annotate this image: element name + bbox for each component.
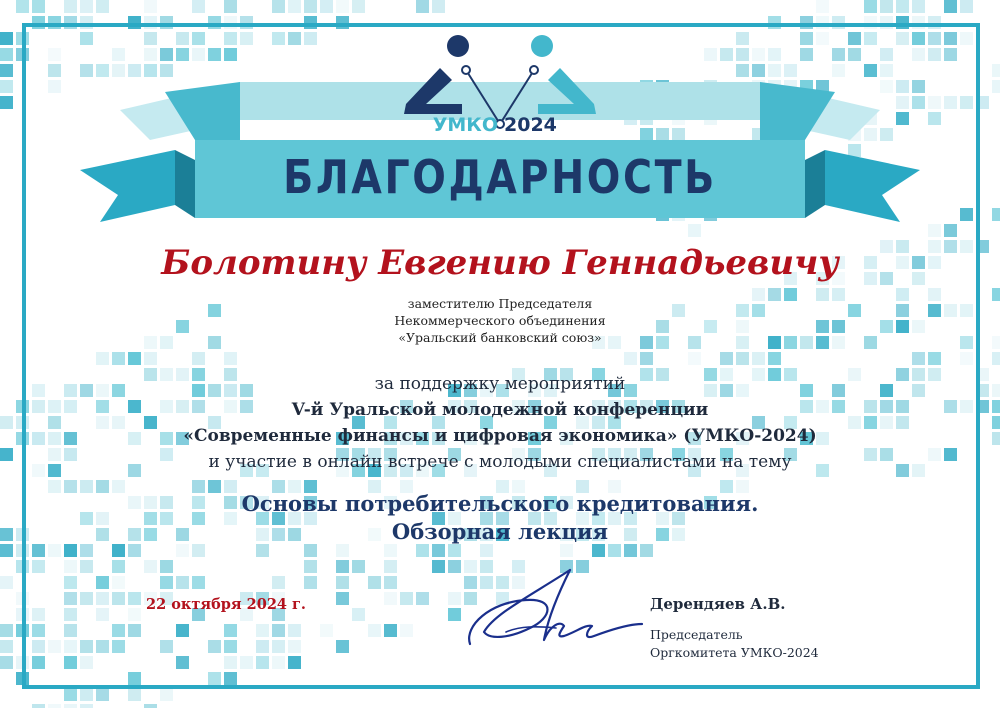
signer-title-line-2: Оргкомитета УМКО-2024	[650, 645, 819, 660]
signer-name: Дерендяев А.В.	[650, 595, 786, 613]
signer-title-line-1: Председатель	[650, 627, 743, 642]
topic-line-2: Обзорная лекция	[391, 519, 609, 544]
handwritten-signature	[460, 566, 650, 666]
logo-text-right: 2024	[504, 114, 557, 136]
body-line-1: за поддержку мероприятий	[374, 374, 626, 394]
topic-line-1: Основы потребительского кредитования.	[241, 491, 759, 516]
signer-title	[650, 626, 819, 662]
position-line: Некоммерческого объединения	[394, 313, 606, 328]
recipient-name: Болотину Евгению Геннадьевичу	[161, 243, 839, 283]
position-line: «Уральский банковский союз»	[398, 330, 602, 345]
body-line-3: «Современные финансы и цифровая экономика» (УМКО-2024)	[183, 426, 817, 446]
body-line-4: и участие в онлайн встрече с молодыми специалистами на тему	[208, 452, 792, 472]
certificate-body	[0, 371, 1000, 475]
logo-text-left: УМКО	[432, 114, 498, 136]
body-line-2: V-й Уральской молодежной конференции	[291, 400, 709, 420]
lecture-topic	[0, 490, 1000, 546]
position-line: заместителю Председателя	[407, 296, 593, 311]
recipient-position	[300, 295, 700, 346]
certificate-date: 22 октября 2024 г.	[146, 596, 306, 613]
certificate-title: БЛАГОДАРНОСТЬ	[283, 150, 717, 204]
